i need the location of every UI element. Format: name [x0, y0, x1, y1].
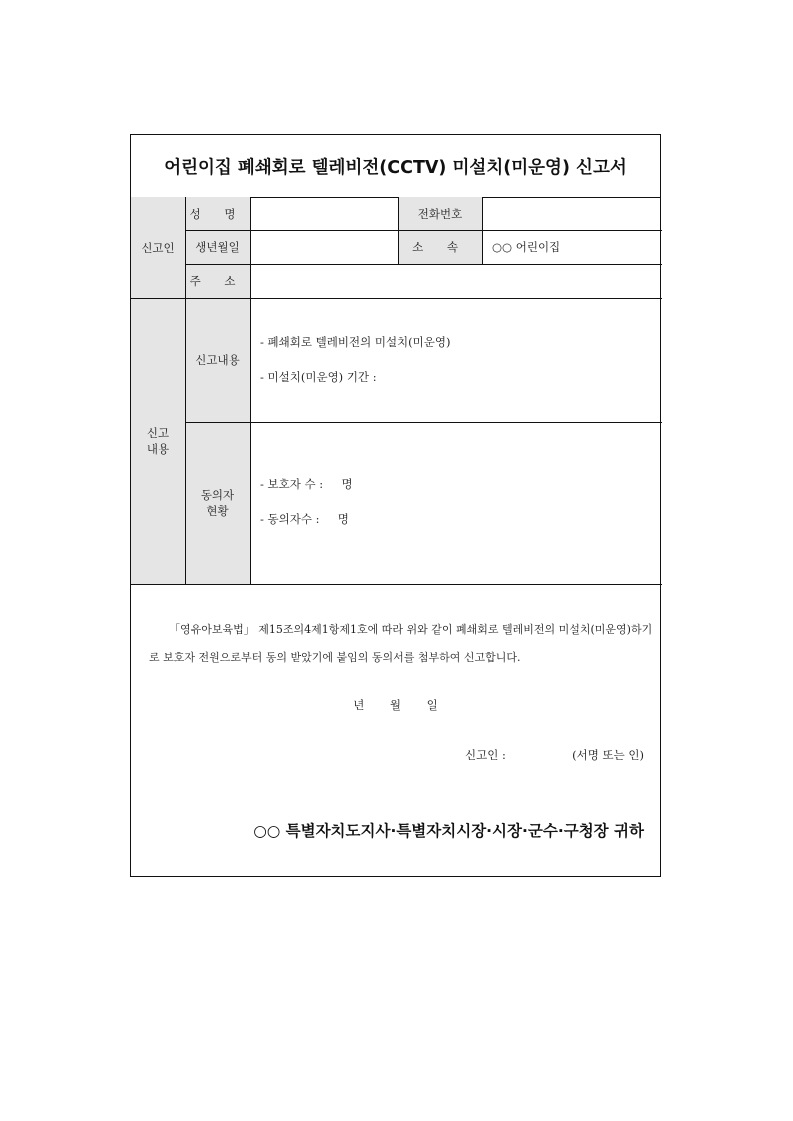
statement-line-1: 「영유아보육법」 제15조의4제1항제1호에 따라 위와 같이 폐쇄회로 텔레비전의 미설치(미운영)하기 — [169, 623, 653, 636]
affiliation-label-text: 소 속 — [412, 240, 468, 254]
reporter-section-label — [131, 197, 185, 298]
column-divider — [398, 197, 399, 264]
report-content-value[interactable] — [250, 298, 662, 422]
row-divider — [185, 422, 662, 423]
content-section-text-1: 신고 — [146, 426, 170, 440]
report-item-2: - 미설치(미운영) 기간 : — [260, 370, 377, 384]
content-section-label — [131, 298, 185, 584]
name-value[interactable] — [250, 197, 398, 230]
phone-value[interactable] — [482, 197, 662, 230]
signer-label: 신고인 : — [465, 748, 506, 762]
address-label — [185, 264, 250, 298]
affiliation-value-text: ○○ 어린이집 — [492, 240, 561, 254]
guardian-count: - 보호자 수 : 명 — [260, 477, 353, 491]
name-label-text: 성 명 — [189, 206, 246, 221]
report-form — [130, 134, 661, 877]
addressee: ○○ 특별자치도지사·특별자치시장·시장·군수·구청장 귀하 — [253, 822, 644, 840]
affiliation-value[interactable] — [482, 230, 662, 264]
row-divider — [185, 230, 662, 231]
signature-note: (서명 또는 인) — [572, 748, 644, 762]
address-value[interactable] — [250, 264, 662, 298]
reporter-section-text: 신고인 — [141, 240, 175, 255]
consent-label-text-1: 동의자 — [200, 488, 235, 502]
name-label — [185, 197, 250, 230]
content-section-text-2: 내용 — [146, 442, 170, 456]
consent-label-text-2: 현황 — [206, 504, 229, 518]
consenter-count: - 동의자수 : 명 — [260, 512, 349, 526]
birth-label — [185, 230, 250, 264]
report-content-label-text: 신고내용 — [195, 353, 240, 367]
birth-value[interactable] — [250, 230, 398, 264]
report-item-1: - 폐쇄회로 텔레비전의 미설치(미운영) — [260, 335, 451, 349]
statement-line-2: 로 보호자 전원으로부터 동의 받았기에 붙임의 동의서를 첨부하여 신고합니다. — [149, 651, 521, 664]
row-divider — [131, 584, 662, 585]
phone-label — [398, 197, 482, 230]
report-content-label — [185, 298, 250, 422]
birth-label-text: 생년월일 — [195, 240, 240, 254]
affiliation-label — [398, 230, 482, 264]
address-label-text: 주 소 — [189, 274, 246, 288]
date-line: 년 월 일 — [353, 698, 438, 712]
form-title: 어린이집 폐쇄회로 텔레비전(CCTV) 미설치(미운영) 신고서 — [131, 135, 660, 198]
phone-label-text: 전화번호 — [417, 206, 463, 221]
column-divider — [185, 197, 186, 584]
row-divider — [185, 264, 662, 265]
column-divider — [250, 197, 251, 584]
consent-status-label — [185, 422, 250, 584]
column-divider — [482, 197, 483, 264]
consent-status-value[interactable] — [250, 422, 662, 584]
row-divider — [131, 298, 662, 299]
